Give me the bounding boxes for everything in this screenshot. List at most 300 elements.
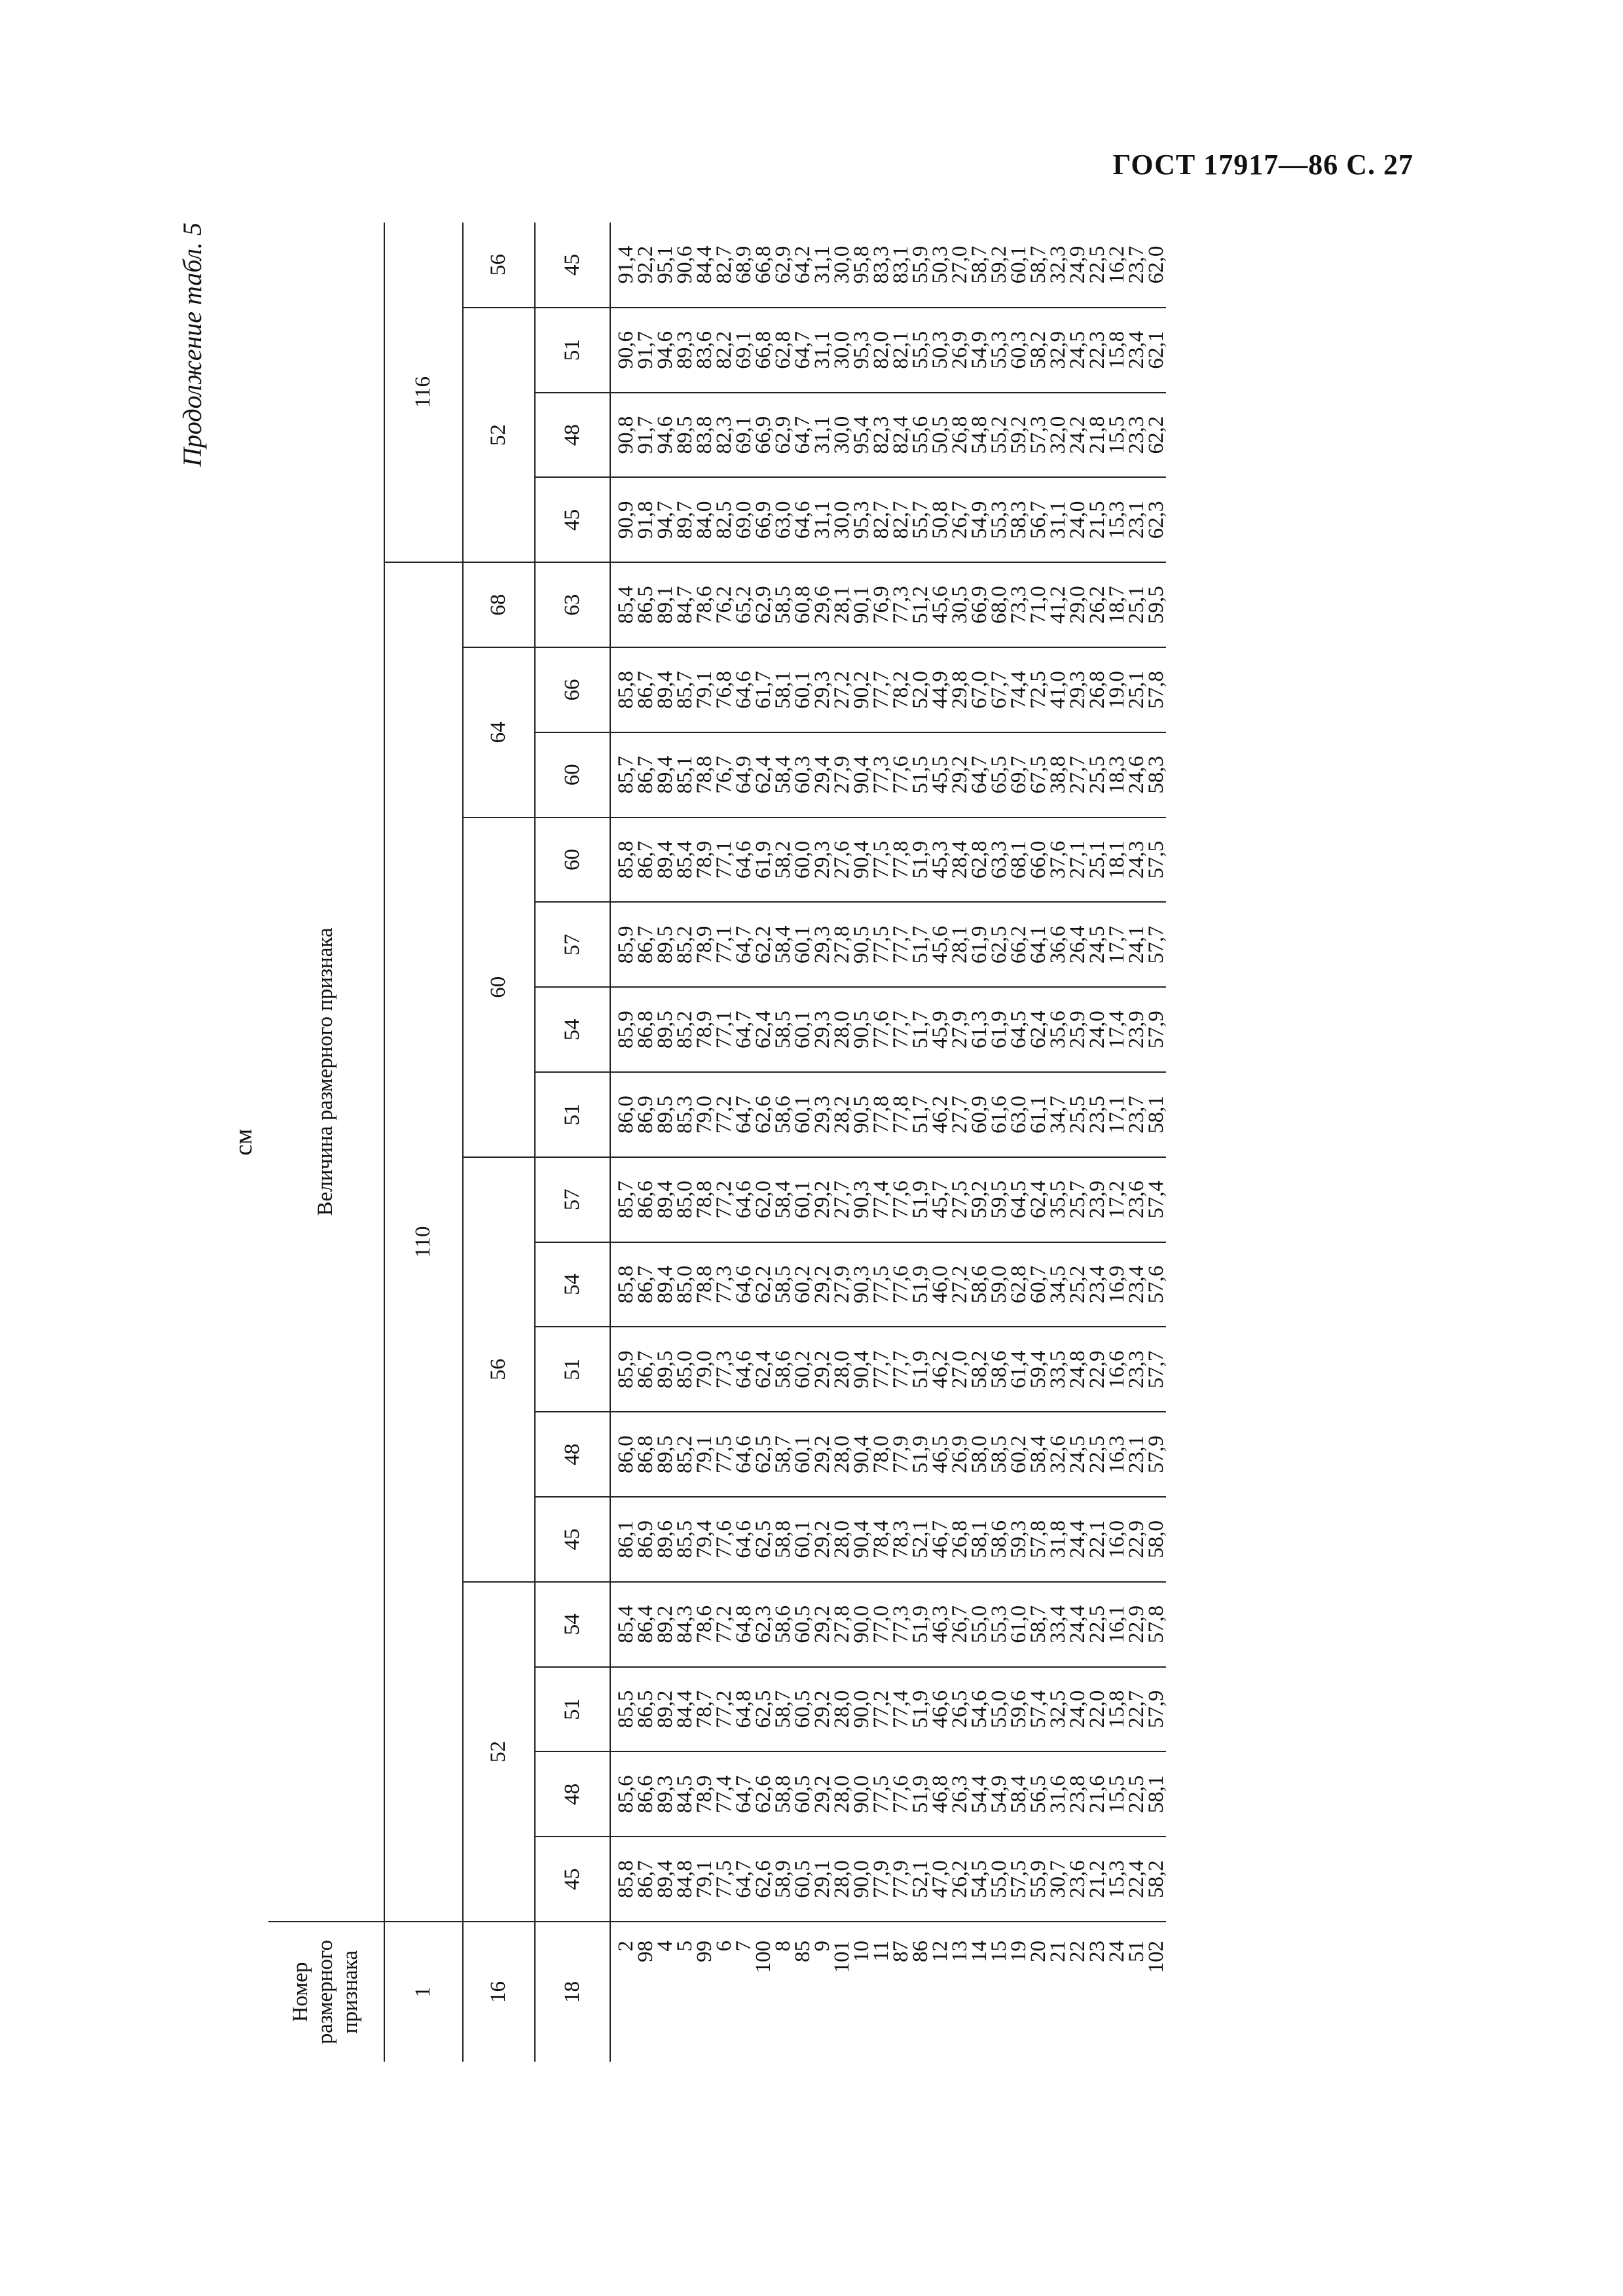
- table-row: [989, 223, 1009, 2062]
- value-cell: 26,8: [950, 393, 970, 478]
- value-cell: 95,8: [852, 223, 871, 308]
- value-cell: 46,2: [930, 1327, 950, 1412]
- table-row: [754, 223, 773, 2062]
- value-cell: 24,1: [1127, 902, 1146, 987]
- value-cell: 90,0: [852, 1667, 871, 1752]
- column-header: 63: [535, 562, 610, 647]
- value-cell: 86,6: [636, 1157, 655, 1242]
- row-code-cell: 99: [693, 1941, 716, 1962]
- column-header: 54: [535, 987, 610, 1072]
- value-cell: 61,7: [754, 647, 773, 732]
- value-cell: 63,0: [1009, 1072, 1029, 1157]
- value-cell: 66,9: [970, 562, 989, 647]
- value-cell: 64,2: [793, 223, 812, 308]
- value-cell: 89,2: [655, 1667, 675, 1752]
- table-row: [655, 223, 675, 2062]
- value-cell: 86,8: [636, 987, 655, 1072]
- value-cell: 82,7: [891, 477, 911, 562]
- column-header: 60: [535, 732, 610, 817]
- value-cell: 58,7: [773, 1667, 793, 1752]
- value-cell: 89,4: [655, 647, 675, 732]
- row-header-code-18: 18: [535, 1922, 610, 2062]
- value-cell: 45,3: [930, 817, 950, 903]
- value-cell: 29,6: [812, 562, 832, 647]
- value-cell: 55,2: [989, 393, 1009, 478]
- value-cell: 30,5: [950, 562, 970, 647]
- value-cell: 89,4: [655, 817, 675, 903]
- table-row: [1068, 223, 1087, 2062]
- value-cell: 22,7: [1127, 1667, 1146, 1752]
- value-cell: 85,5: [675, 1497, 695, 1582]
- value-cell: 58,3: [1009, 477, 1029, 562]
- value-cell: 60,2: [793, 1242, 812, 1327]
- value-cell: 57,5: [1009, 1837, 1029, 1922]
- value-cell: 69,0: [734, 477, 754, 562]
- unit-label: см: [230, 1128, 257, 1156]
- value-cell: 58,7: [970, 223, 989, 308]
- value-cell: 64,7: [793, 308, 812, 393]
- value-cell: 66,9: [754, 477, 773, 562]
- value-cell: 62,9: [754, 562, 773, 647]
- value-cell: 64,6: [734, 817, 754, 903]
- value-cell: 89,7: [675, 477, 695, 562]
- row-code-cell: 19: [1007, 1941, 1030, 1962]
- value-cell: 86,7: [636, 732, 655, 817]
- value-cell: 69,1: [734, 308, 754, 393]
- value-cell: 78,6: [695, 1582, 714, 1667]
- value-cell: 58,7: [773, 1412, 793, 1497]
- value-cell: 55,0: [989, 1667, 1009, 1752]
- value-cell: 62,5: [989, 902, 1009, 987]
- value-cell: 86,0: [610, 1072, 636, 1157]
- value-cell: 62,5: [754, 1497, 773, 1582]
- rotated-table-area: [177, 223, 1623, 2045]
- value-cell: 82,0: [871, 308, 891, 393]
- value-cell: 27,5: [950, 1157, 970, 1242]
- value-cell: 58,5: [989, 1412, 1009, 1497]
- value-cell: 60,5: [793, 1751, 812, 1837]
- value-cell: 28,0: [832, 1497, 852, 1582]
- value-cell: 46,7: [930, 1497, 950, 1582]
- value-cell: 82,3: [871, 393, 891, 478]
- value-cell: 74,4: [1009, 647, 1029, 732]
- value-cell: 69,7: [1009, 732, 1029, 817]
- row-code-cell: 2: [614, 1941, 638, 1952]
- value-cell: 15,3: [1107, 1837, 1127, 1922]
- value-cell: 76,9: [871, 562, 891, 647]
- value-cell: 16,1: [1107, 1582, 1127, 1667]
- value-cell: 58,5: [773, 1242, 793, 1327]
- value-cell: 29,3: [812, 902, 832, 987]
- value-cell: 54,9: [989, 1751, 1009, 1837]
- value-cell: 95,1: [655, 223, 675, 308]
- table-row: [1048, 223, 1068, 2062]
- value-cell: 90,6: [610, 308, 636, 393]
- value-cell: 60,1: [793, 1412, 812, 1497]
- value-cell: 85,7: [610, 1157, 636, 1242]
- value-cell: 62,1: [1146, 308, 1166, 393]
- value-cell: 77,8: [891, 817, 911, 903]
- row-code-cell: 24: [1105, 1941, 1129, 1962]
- value-cell: 34,5: [1048, 1242, 1068, 1327]
- value-cell: 77,2: [871, 1667, 891, 1752]
- value-cell: 26,9: [950, 1412, 970, 1497]
- value-cell: 28,0: [832, 987, 852, 1072]
- value-cell: 90,3: [852, 1242, 871, 1327]
- value-cell: 67,7: [989, 647, 1009, 732]
- value-cell: 24,5: [1068, 308, 1087, 393]
- value-cell: 27,9: [832, 732, 852, 817]
- value-cell: 62,8: [773, 308, 793, 393]
- value-cell: 60,1: [793, 1497, 812, 1582]
- value-cell: 56,5: [1029, 1751, 1048, 1837]
- value-cell: 78,6: [695, 562, 714, 647]
- value-cell: 90,5: [852, 987, 871, 1072]
- value-cell: 95,4: [852, 393, 871, 478]
- value-cell: 28,0: [832, 1751, 852, 1837]
- value-cell: 38,8: [1048, 732, 1068, 817]
- row-code-cell: 13: [948, 1941, 972, 1962]
- value-cell: 85,2: [675, 987, 695, 1072]
- value-cell: 82,7: [714, 223, 734, 308]
- value-cell: 77,8: [871, 1072, 891, 1157]
- value-cell: 23,3: [1127, 393, 1146, 478]
- value-cell: 27,8: [832, 1582, 852, 1667]
- value-cell: 77,6: [891, 1242, 911, 1327]
- table-row: [871, 223, 891, 2062]
- value-cell: 23,4: [1127, 1242, 1146, 1327]
- value-cell: 59,5: [989, 1157, 1009, 1242]
- value-cell: 76,7: [714, 732, 734, 817]
- value-cell: 90,2: [852, 647, 871, 732]
- value-cell: 45,5: [930, 732, 950, 817]
- value-cell: 77,7: [891, 902, 911, 987]
- value-cell: 77,4: [714, 1751, 734, 1837]
- value-cell: 22,5: [1087, 223, 1107, 308]
- value-cell: 86,1: [610, 1497, 636, 1582]
- value-cell: 89,2: [655, 1582, 675, 1667]
- value-cell: 58,6: [773, 1072, 793, 1157]
- value-cell: 79,1: [695, 1412, 714, 1497]
- value-cell: 77,3: [891, 562, 911, 647]
- value-cell: 58,9: [773, 1837, 793, 1922]
- subgroup-header: 52: [463, 308, 535, 562]
- value-cell: 85,9: [610, 987, 636, 1072]
- value-cell: 60,1: [1009, 223, 1029, 308]
- value-cell: 46,3: [930, 1582, 950, 1667]
- value-cell: 55,3: [989, 1582, 1009, 1667]
- value-cell: 86,7: [636, 817, 655, 903]
- column-header: 51: [535, 1667, 610, 1752]
- row-code-cell: 21: [1046, 1941, 1070, 1962]
- value-cell: 15,5: [1107, 393, 1127, 478]
- value-cell: 89,5: [655, 987, 675, 1072]
- value-cell: 60,0: [793, 817, 812, 903]
- column-header: 51: [535, 1072, 610, 1157]
- value-cell: 23,9: [1127, 987, 1146, 1072]
- value-cell: 61,6: [989, 1072, 1009, 1157]
- value-cell: 77,3: [871, 732, 891, 817]
- value-cell: 55,3: [989, 308, 1009, 393]
- table-row: [734, 223, 754, 2062]
- value-cell: 62,8: [970, 817, 989, 903]
- value-cell: 24,9: [1068, 223, 1087, 308]
- value-cell: 22,9: [1127, 1497, 1146, 1582]
- value-cell: 16,2: [1107, 223, 1127, 308]
- value-cell: 58,7: [1029, 1582, 1048, 1667]
- value-cell: 17,4: [1107, 987, 1127, 1072]
- value-cell: 90,0: [852, 1582, 871, 1667]
- value-cell: 67,0: [970, 647, 989, 732]
- value-cell: 58,1: [773, 647, 793, 732]
- value-cell: 77,2: [714, 1072, 734, 1157]
- row-code-cell: 7: [732, 1941, 756, 1952]
- value-cell: 60,8: [793, 562, 812, 647]
- column-header: 45: [535, 1837, 610, 1922]
- value-cell: 60,5: [793, 1582, 812, 1667]
- value-cell: 89,5: [675, 393, 695, 478]
- value-cell: 64,6: [793, 477, 812, 562]
- value-cell: 86,7: [636, 1327, 655, 1412]
- value-cell: 54,9: [970, 308, 989, 393]
- value-cell: 29,2: [812, 1497, 832, 1582]
- value-cell: 18,7: [1107, 562, 1127, 647]
- value-cell: 55,6: [911, 393, 930, 478]
- value-cell: 65,5: [989, 732, 1009, 817]
- value-cell: 23,5: [1087, 1072, 1107, 1157]
- value-cell: 90,5: [852, 902, 871, 987]
- value-cell: 36,6: [1048, 902, 1068, 987]
- value-cell: 51,9: [911, 1157, 930, 1242]
- value-cell: 82,1: [891, 308, 911, 393]
- value-cell: 55,0: [970, 1582, 989, 1667]
- value-cell: 58,2: [1029, 308, 1048, 393]
- value-cell: 89,4: [655, 1242, 675, 1327]
- value-cell: 64,1: [1029, 902, 1048, 987]
- value-cell: 85,8: [610, 1242, 636, 1327]
- value-cell: 26,8: [950, 1497, 970, 1582]
- value-cell: 18,1: [1107, 817, 1127, 903]
- table-row: [714, 223, 734, 2062]
- value-cell: 86,4: [636, 1582, 655, 1667]
- value-cell: 55,0: [989, 1837, 1009, 1922]
- value-cell: 30,0: [832, 308, 852, 393]
- value-cell: 28,4: [950, 817, 970, 903]
- value-cell: 89,3: [655, 1751, 675, 1837]
- value-cell: 26,5: [950, 1667, 970, 1752]
- value-cell: 61,4: [1009, 1327, 1029, 1412]
- subgroup-header: 60: [463, 817, 535, 1157]
- value-cell: 59,5: [1146, 562, 1166, 647]
- value-cell: 55,3: [989, 477, 1009, 562]
- value-cell: 31,8: [1048, 1497, 1068, 1582]
- value-cell: 33,5: [1048, 1327, 1068, 1412]
- value-cell: 89,5: [655, 1412, 675, 1497]
- value-cell: 23,9: [1087, 1157, 1107, 1242]
- value-cell: 26,7: [950, 477, 970, 562]
- column-header: 57: [535, 1157, 610, 1242]
- value-cell: 24,4: [1068, 1582, 1087, 1667]
- value-cell: 64,9: [734, 732, 754, 817]
- value-cell: 86,9: [636, 1497, 655, 1582]
- value-cell: 45,6: [930, 902, 950, 987]
- value-cell: 85,4: [675, 817, 695, 903]
- value-cell: 90,0: [852, 1837, 871, 1922]
- value-cell: 55,7: [911, 477, 930, 562]
- table-row: [1127, 223, 1146, 2062]
- value-cell: 28,0: [832, 1412, 852, 1497]
- value-cell: 91,7: [636, 308, 655, 393]
- value-cell: 58,4: [1029, 1412, 1048, 1497]
- value-cell: 90,5: [852, 1072, 871, 1157]
- value-cell: 83,6: [695, 308, 714, 393]
- value-cell: 77,1: [714, 987, 734, 1072]
- value-cell: 85,8: [610, 1837, 636, 1922]
- value-cell: 78,9: [695, 902, 714, 987]
- value-cell: 16,3: [1107, 1412, 1127, 1497]
- value-cell: 27,7: [950, 1072, 970, 1157]
- value-cell: 58,1: [970, 1497, 989, 1582]
- value-cell: 62,8: [1009, 1242, 1029, 1327]
- value-cell: 85,9: [610, 1327, 636, 1412]
- value-cell: 77,5: [871, 1751, 891, 1837]
- subgroup-header: 56: [463, 223, 535, 308]
- value-cell: 90,8: [610, 393, 636, 478]
- value-cell: 64,6: [734, 1327, 754, 1412]
- value-cell: 66,8: [754, 223, 773, 308]
- value-cell: 22,3: [1087, 308, 1107, 393]
- value-cell: 91,8: [636, 477, 655, 562]
- value-cell: 58,5: [773, 562, 793, 647]
- value-cell: 23,4: [1127, 308, 1146, 393]
- value-cell: 23,7: [1127, 223, 1146, 308]
- value-cell: 77,6: [714, 1497, 734, 1582]
- value-cell: 23,3: [1127, 1327, 1146, 1412]
- table-row: [610, 223, 636, 2062]
- value-cell: 90,4: [852, 1412, 871, 1497]
- value-cell: 79,0: [695, 1327, 714, 1412]
- subgroup-header: 68: [463, 562, 535, 647]
- value-cell: 77,0: [871, 1582, 891, 1667]
- value-cell: 90,6: [675, 223, 695, 308]
- value-cell: 58,5: [773, 987, 793, 1072]
- value-cell: 26,8: [1087, 647, 1107, 732]
- value-cell: 57,8: [1146, 1582, 1166, 1667]
- value-cell: 25,7: [1068, 1157, 1087, 1242]
- value-cell: 22,4: [1127, 1837, 1146, 1922]
- table-row: [1029, 223, 1048, 2062]
- value-cell: 82,2: [714, 308, 734, 393]
- value-cell: 54,5: [970, 1837, 989, 1922]
- value-cell: 90,0: [852, 1751, 871, 1837]
- value-cell: 29,3: [812, 647, 832, 732]
- value-cell: 64,7: [734, 1751, 754, 1837]
- value-cell: 52,1: [911, 1497, 930, 1582]
- value-cell: 27,9: [832, 1242, 852, 1327]
- value-cell: 58,6: [989, 1327, 1009, 1412]
- value-cell: 29,2: [812, 1327, 832, 1412]
- value-cell: 46,5: [930, 1412, 950, 1497]
- value-cell: 77,2: [714, 1582, 734, 1667]
- value-cell: 59,3: [1009, 1497, 1029, 1582]
- value-cell: 62,9: [773, 393, 793, 478]
- value-cell: 21,8: [1087, 393, 1107, 478]
- value-cell: 23,6: [1068, 1837, 1087, 1922]
- value-cell: 51,9: [911, 817, 930, 903]
- value-cell: 29,1: [812, 1837, 832, 1922]
- value-cell: 57,9: [1146, 987, 1166, 1072]
- value-cell: 59,2: [970, 1157, 989, 1242]
- value-cell: 22,5: [1087, 1582, 1107, 1667]
- value-cell: 62,2: [754, 1242, 773, 1327]
- value-cell: 59,4: [1029, 1327, 1048, 1412]
- value-cell: 62,6: [754, 1072, 773, 1157]
- value-cell: 50,5: [930, 393, 950, 478]
- value-cell: 16,9: [1107, 1242, 1127, 1327]
- value-cell: 82,5: [714, 477, 734, 562]
- table-row: [812, 223, 832, 2062]
- value-cell: 54,8: [970, 393, 989, 478]
- value-cell: 29,2: [812, 1751, 832, 1837]
- value-cell: 77,6: [891, 732, 911, 817]
- value-cell: 17,1: [1107, 1072, 1127, 1157]
- value-cell: 90,4: [852, 732, 871, 817]
- value-cell: 64,7: [734, 902, 754, 987]
- column-header: 45: [535, 223, 610, 308]
- row-header-code-1: 1: [384, 1922, 463, 2062]
- value-cell: 64,7: [734, 987, 754, 1072]
- value-cell: 22,5: [1087, 1412, 1107, 1497]
- value-cell: 83,3: [871, 223, 891, 308]
- value-cell: 44,9: [930, 647, 950, 732]
- value-cell: 32,5: [1048, 1667, 1068, 1752]
- value-cell: 77,7: [891, 987, 911, 1072]
- value-cell: 35,6: [1048, 987, 1068, 1072]
- value-cell: 58,4: [1009, 1751, 1029, 1837]
- row-code-cell: 85: [791, 1941, 814, 1962]
- value-cell: 85,0: [675, 1157, 695, 1242]
- row-code-cell: 14: [968, 1941, 991, 1962]
- value-cell: 23,8: [1068, 1751, 1087, 1837]
- value-cell: 29,2: [812, 1582, 832, 1667]
- value-cell: 85,4: [610, 1582, 636, 1667]
- value-cell: 60,5: [793, 1837, 812, 1922]
- value-cell: 77,5: [871, 817, 891, 903]
- value-cell: 24,8: [1068, 1327, 1087, 1412]
- value-cell: 64,6: [734, 1242, 754, 1327]
- value-cell: 56,7: [1029, 477, 1048, 562]
- value-cell: 24,2: [1068, 393, 1087, 478]
- value-cell: 29,2: [812, 1157, 832, 1242]
- row-code-cell: 10: [850, 1941, 873, 1962]
- value-cell: 89,5: [655, 902, 675, 987]
- value-cell: 58,1: [1146, 1072, 1166, 1157]
- value-cell: 89,4: [655, 732, 675, 817]
- value-cell: 89,4: [655, 1837, 675, 1922]
- value-cell: 62,0: [1146, 223, 1166, 308]
- value-cell: 68,9: [734, 223, 754, 308]
- value-cell: 51,9: [911, 1582, 930, 1667]
- value-cell: 52,0: [911, 647, 930, 732]
- value-cell: 51,9: [911, 1242, 930, 1327]
- value-cell: 58,6: [773, 1327, 793, 1412]
- value-cell: 64,6: [734, 1497, 754, 1582]
- value-cell: 61,3: [970, 987, 989, 1072]
- column-header: 45: [535, 1497, 610, 1582]
- value-cell: 76,8: [714, 647, 734, 732]
- value-cell: 60,2: [793, 1327, 812, 1412]
- subgroup-header: 64: [463, 647, 535, 817]
